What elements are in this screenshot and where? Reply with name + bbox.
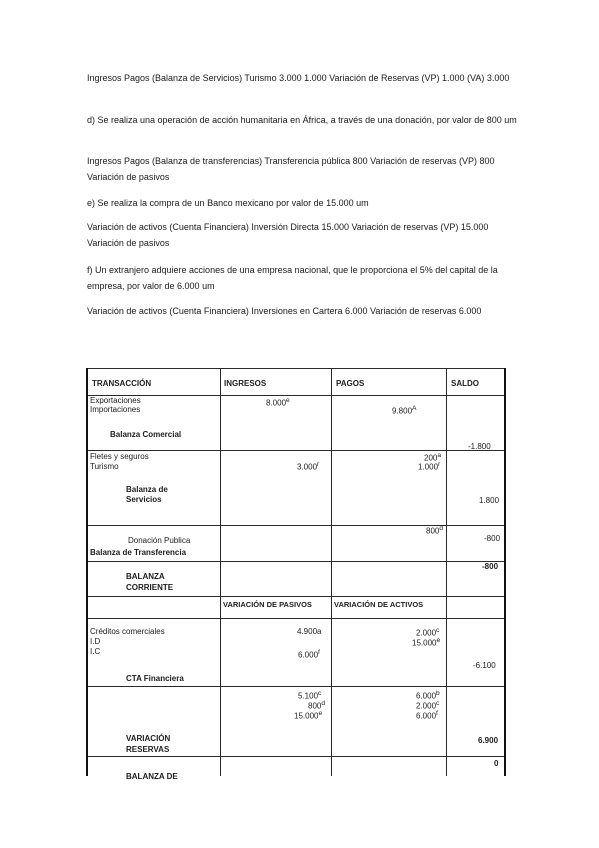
table-rule xyxy=(504,368,506,776)
saldo-cell: 0 xyxy=(494,759,499,768)
item-fletes: Fletes y seguros xyxy=(90,452,149,461)
paragraph-inversion-directa-entry: Variación de activos (Cuenta Financiera) Inversión Directa 15.000 Variación de reservas (VP) 15.000 Variación de pasivos xyxy=(87,222,489,248)
value-cell: 200$^a$ xyxy=(424,452,442,463)
table-rule xyxy=(86,368,506,369)
item-turismo: Turismo xyxy=(90,462,119,471)
item-creditos: Créditos comerciales xyxy=(90,627,165,636)
section-title-transferencia: Balanza de Transferencia xyxy=(90,548,187,557)
value-cell: 15.000e xyxy=(294,710,323,721)
value-cell: 3.000$^r$ xyxy=(297,461,320,472)
item-id: I.D xyxy=(90,637,101,646)
section-title-financiera: CTA Financiera xyxy=(126,674,184,683)
saldo-cell: 1.800 xyxy=(479,496,500,505)
saldo-cell: -800 xyxy=(484,534,501,543)
table-rule xyxy=(220,368,221,776)
value-cell: 15.000e xyxy=(412,637,441,648)
table-rule xyxy=(86,395,506,396)
paragraph-question-f: f) Un extranjero adquiere acciones de una empresa nacional, que le proporciona el 5% del capital de la empresa, por valor de 6.000 um xyxy=(87,265,498,291)
header-transaccion: TRANSACCIÓN xyxy=(92,379,152,388)
section-title-servicios: Servicios xyxy=(126,495,162,504)
value-cell: 2.000$^c$ xyxy=(416,700,440,711)
subheader-activos: VARIACIÓN DE ACTIVOS xyxy=(334,600,424,609)
item-donacion: Donación Publica xyxy=(128,536,191,545)
header-pagos: PAGOS xyxy=(336,379,365,388)
table-rule xyxy=(86,756,506,757)
value-cell: 800$^d$ xyxy=(426,525,444,536)
value-cell: 2.000$^c$ xyxy=(416,627,440,638)
paragraph-inversion-cartera-entry: Variación de activos (Cuenta Financiera) Inversiones en Cartera 6.000 Variación de reservas 6.000 xyxy=(87,306,482,316)
table-rule xyxy=(446,368,447,776)
balance-of-payments-table xyxy=(86,368,506,781)
item-ic: I.C xyxy=(90,647,101,656)
value-cell: 1.000$^r$ xyxy=(418,461,441,472)
value-cell: 6.000$^f$ xyxy=(416,710,438,721)
item-importaciones: Importaciones xyxy=(90,405,141,414)
paragraph-transferencia-entry: Ingresos Pagos (Balanza de transferencias) Transferencia pública 800 Variación de reservas (VP) 800 Variación de pasivos xyxy=(87,156,495,182)
saldo-cell: -6.100 xyxy=(473,661,496,670)
saldo-cell: 6.900 xyxy=(478,736,499,745)
value-cell: 6.000$^f$ xyxy=(298,649,320,660)
value-cell: 6.000$^b$ xyxy=(416,690,440,701)
section-title-reservas: VARIACIÓN xyxy=(126,734,171,743)
section-title-comercial: Balanza Comercial xyxy=(110,430,182,439)
table-rule xyxy=(86,561,506,562)
value-cell: 4.900a xyxy=(297,627,322,636)
table-rule xyxy=(86,618,506,619)
table-rule xyxy=(86,450,506,451)
saldo-cell: -1.800 xyxy=(468,442,491,451)
section-title-balanza-pagos: BALANZA DE xyxy=(126,772,178,781)
value-cell: 8.000e xyxy=(266,397,290,408)
paragraph-question-e: e) Se realiza la compra de un Banco mexicano por valor de 15.000 um xyxy=(87,198,369,208)
value-cell: 800$^d$ xyxy=(308,700,326,711)
section-title-corriente: BALANZA xyxy=(126,572,165,581)
paragraph-turismo-entry: Ingresos Pagos (Balanza de Servicios) Turismo 3.000 1.000 Variación de Reservas (VP) 1.000 (VA) 3.000 xyxy=(87,73,510,83)
section-title-reservas: RESERVAS xyxy=(126,745,170,754)
table-rule xyxy=(331,368,332,776)
section-title-servicios: Balanza de xyxy=(126,485,168,494)
header-ingresos: INGRESOS xyxy=(224,379,267,388)
table-rule xyxy=(86,686,506,687)
table-rule xyxy=(86,596,506,597)
table-rule xyxy=(86,368,88,776)
section-title-corriente: CORRIENTE xyxy=(126,583,174,592)
paragraph-question-d: d) Se realiza una operación de acción humanitaria en África, a través de una donación, por valor de 800 um xyxy=(87,115,517,125)
item-exportaciones: Exportaciones xyxy=(90,396,141,405)
subheader-pasivos: VARIACIÓN DE PASIVOS xyxy=(223,600,312,609)
value-cell: 5.100$^c$ xyxy=(298,690,322,701)
value-cell: $9.800^A$ xyxy=(392,405,417,416)
header-saldo: SALDO xyxy=(451,379,479,388)
saldo-cell: -800 xyxy=(482,562,499,571)
